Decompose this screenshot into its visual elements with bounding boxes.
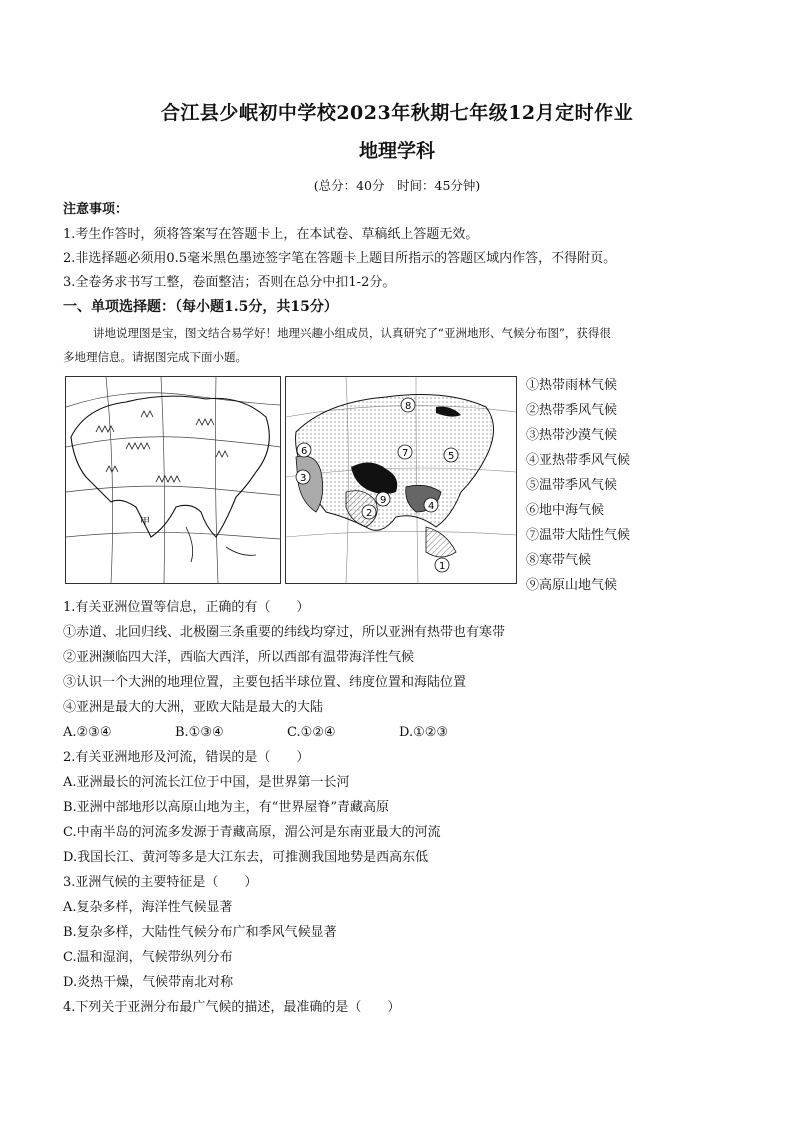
option-b: B.亚洲中部地形以高原山地为主，有“世界屋脊”青藏高原 [63,800,389,815]
climate-number: 6 [301,446,308,457]
section-heading: 一、单项选择题：（每小题1.5分，共15分） [63,299,338,315]
question-stem: 4.下列关于亚洲分布最广气候的描述，最准确的是（ ） [63,1000,401,1015]
question-stem: 1.有关亚洲位置等信息，正确的有（ ） [63,600,310,615]
question-stem: 2.有关亚洲地形及河流，错误的是（ ） [63,750,310,765]
section-intro: 多地理信息。请据图完成下面小题。 [63,350,247,364]
legend-item: ⑤温带季风气候 [526,478,618,493]
exam-title: 合江县少岷初中学校2023年秋期七年级12月定时作业 [160,102,634,124]
option-c: C.中南半岛的河流多发源于青藏高原，湄公河是东南亚最大的河流 [63,825,441,840]
exam-meta: (总分：40分 时间：45分钟) [313,178,481,193]
question-statement: ③认识一个大洲的地理位置，主要包括半球位置、纬度位置和海陆位置 [63,675,467,690]
q1-options [63,725,448,741]
climate-number: 7 [402,448,409,459]
option-d: D.炎热干燥，气候带南北对称 [63,975,234,990]
note-item: 3.全卷务求书写工整，卷面整洁；否则在总分中扣1-2分。 [63,275,396,290]
question-stem: 3.亚洲气候的主要特征是（ ） [63,875,258,890]
option-d: D.我国长江、黄河等多是大江东去，可推测我国地势是西高东低 [63,850,429,865]
climate-number: 9 [380,495,387,506]
option-a: A.亚洲最长的河流长江位于中国，是世界第一长河 [63,775,350,790]
climate-number: 4 [428,501,435,512]
terrain-map-graphic [66,377,280,583]
legend-item: ⑥地中海气候 [526,503,605,518]
option-b: B.①③④ [175,725,224,740]
option-a: A.复杂多样，海洋性气候显著 [63,900,233,915]
legend-item: ③热带沙漠气候 [526,428,618,443]
climate-map-graphic [286,377,516,583]
option-a: A.②③④ [63,725,112,740]
question-statement: ④亚洲是最大的大洲，亚欧大陆是最大的大陆 [63,700,324,715]
legend-item: ②热带季风气候 [526,403,618,418]
asia-climate-map [285,376,517,584]
note-item: 2.非选择题必须用0.5毫米黑色墨迹签字笔在答题卡上题目所指示的答题区域内作答，不得附页。 [63,251,617,266]
climate-number: 5 [448,451,455,462]
section-intro: 讲地说理图是宝，图文结合易学好！地理兴趣小组成员，认真研究了“亚洲地形、气候分布图”，获得很 [93,326,611,340]
legend-item: ④亚热带季风气候 [526,453,631,468]
question-statement: ②亚洲濒临四大洋，西临大西洋，所以西部有温带海洋性气候 [63,650,415,665]
map-label-jia: 甲 [140,517,150,528]
option-c: C.温和湿润，气候带纵列分布 [63,950,233,965]
note-item: 1.考生作答时，须将答案写在答题卡上，在本试卷、草稿纸上答题无效。 [63,227,479,242]
asia-terrain-map [65,376,281,584]
legend-item: ⑦温带大陆性气候 [526,528,631,543]
climate-number: 3 [300,473,307,484]
legend-item: ⑨高原山地气候 [526,578,618,593]
climate-number: 1 [439,561,446,572]
legend-item: ①热带雨林气候 [526,378,618,393]
climate-number: 8 [405,401,412,412]
option-c: C.①②④ [287,725,336,740]
exam-subject: 地理学科 [358,140,435,162]
option-b: B.复杂多样，大陆性气候分布广和季风气候显著 [63,925,337,940]
legend-item: ⑧寒带气候 [526,553,592,568]
question-statement: ①赤道、北回归线、北极圈三条重要的纬线均穿过，所以亚洲有热带也有寒带 [63,625,506,640]
climate-number: 2 [366,508,373,519]
option-d: D.①②③ [399,725,449,740]
notes-heading: 注意事项： [63,202,129,217]
